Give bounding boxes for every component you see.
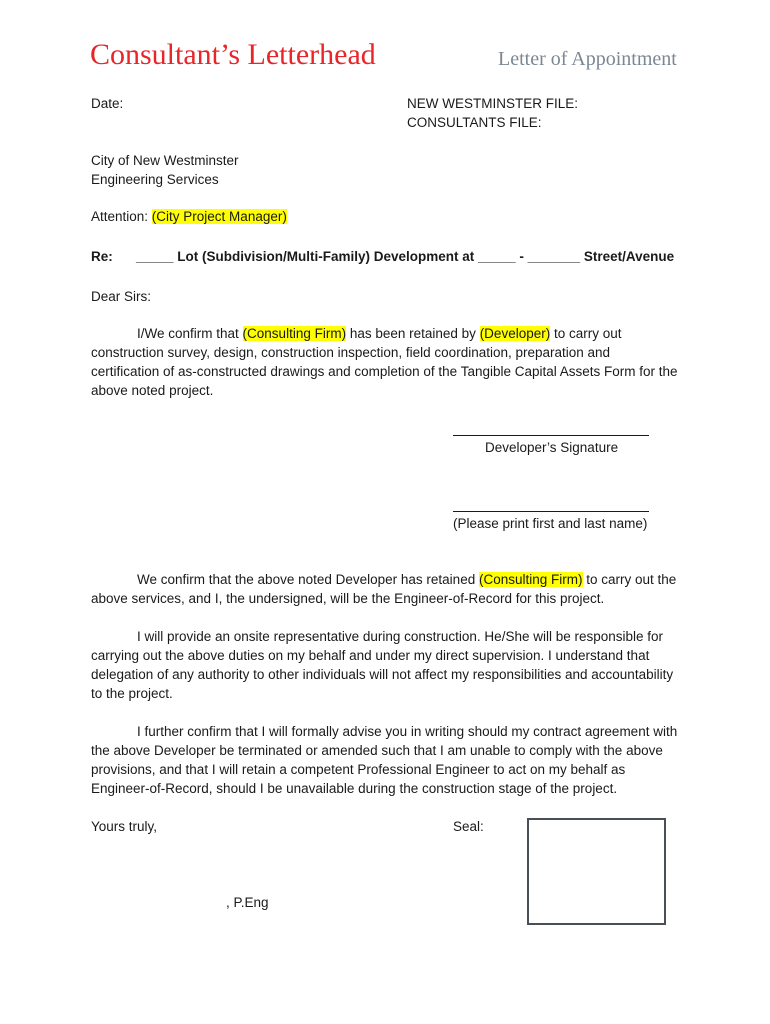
paragraph-further-confirmation: I further confirm that I will formally advise you in writing should my contract agreement with the above Developer be terminated or amended such that I am unable to comply with the above provisions, and that I will retain a competent Professional Engineer to act on my behalf as Engineer-of-Record, should I be unavailable during the construction stage of the project. bbox=[91, 724, 678, 796]
consultants-file-label: CONSULTANTS FILE: bbox=[407, 115, 542, 130]
paragraph-retention bbox=[91, 324, 681, 400]
salutation: Dear Sirs: bbox=[91, 289, 152, 304]
peng-signature: , P.Eng bbox=[226, 895, 269, 910]
attention-line bbox=[91, 207, 287, 226]
developer-placeholder: (Developer) bbox=[479, 326, 551, 341]
print-name-label: (Please print first and last name) bbox=[453, 516, 648, 531]
re-subject: _____ Lot (Subdivision/Multi-Family) Development at _____ - _______ Street/Avenue bbox=[136, 249, 675, 264]
developer-signature-label: Developer’s Signature bbox=[485, 440, 619, 455]
date-label: Date: bbox=[91, 96, 124, 111]
seal-box bbox=[527, 818, 666, 925]
attention-label: Attention: bbox=[91, 209, 152, 224]
consultant-letterhead: Consultant’s Letterhead bbox=[90, 38, 376, 71]
recipient-line-1: City of New Westminster bbox=[91, 153, 239, 168]
para2-text-2: to carry out the above services, and I, the undersigned, will be the Engineer-of-Record for this project. bbox=[91, 572, 677, 606]
re-label: Re: bbox=[91, 249, 113, 264]
para1-text-2: has been retained by bbox=[346, 326, 480, 341]
seal-label: Seal: bbox=[453, 819, 484, 834]
paragraph-engineer-of-record bbox=[91, 570, 681, 608]
para2-text-1: We confirm that the above noted Developer has retained bbox=[137, 572, 479, 587]
para1-text-1: I/We confirm that bbox=[137, 326, 243, 341]
print-name-line bbox=[453, 511, 649, 512]
consulting-firm-placeholder-2: (Consulting Firm) bbox=[478, 572, 583, 587]
new-westminster-file-label: NEW WESTMINSTER FILE: bbox=[407, 96, 579, 111]
document-type-title: Letter of Appointment bbox=[498, 48, 677, 70]
developer-signature-line bbox=[453, 435, 649, 436]
attention-placeholder: (City Project Manager) bbox=[151, 209, 287, 224]
yours-truly: Yours truly, bbox=[91, 819, 158, 834]
paragraph-onsite-representative: I will provide an onsite representative during construction. He/She will be responsible for carrying out the above duties on my behalf and under my direct supervision. I understand that delegation of any authority to other individuals will not affect my responsibilities and accountability to the project. bbox=[91, 629, 674, 701]
recipient-line-2: Engineering Services bbox=[91, 172, 219, 187]
para1-text-3: to carry out construction survey, design, construction inspection, field coordination, preparation and certification of as-constructed drawings and completion of the Tangible Capital Assets Form for the above noted project. bbox=[91, 326, 678, 398]
consulting-firm-placeholder: (Consulting Firm) bbox=[242, 326, 347, 341]
